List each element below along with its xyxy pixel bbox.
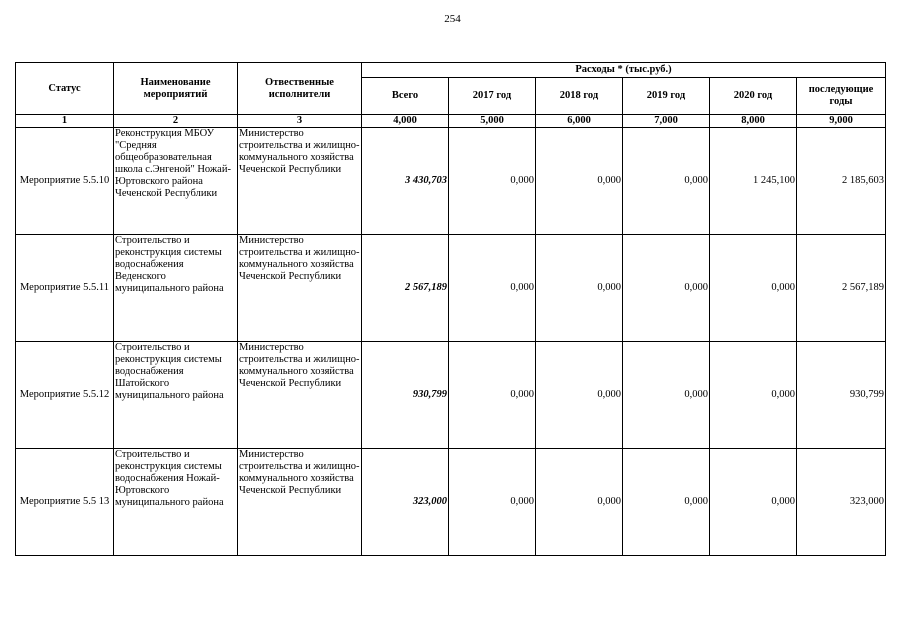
header-expenses: Расходы * (тыс.руб.) xyxy=(362,63,886,78)
status-cell: Мероприятие 5.5.10 xyxy=(16,128,114,235)
value-2017-cell: 0,000 xyxy=(449,449,536,556)
table-row xyxy=(16,128,886,235)
page-number: 254 xyxy=(444,13,461,25)
value-later-cell: 2 567,189 xyxy=(797,235,886,342)
header-2019: 2019 год xyxy=(623,78,710,115)
name-cell: Строительство и реконструкция системы водоснабжения Веденского муниципального района xyxy=(114,235,238,342)
name-cell: Реконструкция МБОУ "Средняя общеобразовательная школа с.Энгеной" Ножай-Юртовского района Чеченской Республики xyxy=(114,128,238,235)
name-cell: Строительство и реконструкция системы водоснабжения Шатойского муниципального района xyxy=(114,342,238,449)
index-cell: 2 xyxy=(114,115,238,128)
expenses-table xyxy=(15,62,886,556)
index-cell: 3 xyxy=(238,115,362,128)
header-later xyxy=(797,78,886,115)
value-2020-cell: 0,000 xyxy=(710,449,797,556)
value-2020-cell: 1 245,100 xyxy=(710,128,797,235)
value-later-cell: 930,799 xyxy=(797,342,886,449)
header-later-label: последующие годы xyxy=(808,83,874,107)
index-row xyxy=(16,115,886,128)
header-2017: 2017 год xyxy=(449,78,536,115)
header-total: Всего xyxy=(362,78,449,115)
status-cell: Мероприятие 5.5 13 xyxy=(16,449,114,556)
table-row xyxy=(16,235,886,342)
table-row xyxy=(16,342,886,449)
header-executors: Отвественные исполнители xyxy=(238,63,362,115)
header-status: Статус xyxy=(16,63,114,115)
total-cell: 323,000 xyxy=(362,449,449,556)
total-cell: 3 430,703 xyxy=(362,128,449,235)
status-cell: Мероприятие 5.5.12 xyxy=(16,342,114,449)
value-2018-cell: 0,000 xyxy=(536,342,623,449)
total-cell: 2 567,189 xyxy=(362,235,449,342)
value-2019-cell: 0,000 xyxy=(623,449,710,556)
index-cell: 1 xyxy=(16,115,114,128)
header-2020: 2020 год xyxy=(710,78,797,115)
executor-cell: Министерство строительства и жилищно-коммунального хозяйства Чеченской Республики xyxy=(238,235,362,342)
index-cell: 7,000 xyxy=(623,115,710,128)
total-cell: 930,799 xyxy=(362,342,449,449)
value-2018-cell: 0,000 xyxy=(536,449,623,556)
value-2020-cell: 0,000 xyxy=(710,342,797,449)
value-2020-cell: 0,000 xyxy=(710,235,797,342)
executor-cell: Министерство строительства и жилищно-коммунального хозяйства Чеченской Республики xyxy=(238,449,362,556)
value-2017-cell: 0,000 xyxy=(449,128,536,235)
name-cell: Строительство и реконструкция системы водоснабжения Ножай-Юртовского муниципального района xyxy=(114,449,238,556)
index-cell: 8,000 xyxy=(710,115,797,128)
value-2019-cell: 0,000 xyxy=(623,342,710,449)
value-2019-cell: 0,000 xyxy=(623,235,710,342)
executor-cell: Министерство строительства и жилищно-коммунального хозяйства Чеченской Республики xyxy=(238,342,362,449)
table-row xyxy=(16,449,886,556)
value-2018-cell: 0,000 xyxy=(536,235,623,342)
index-cell: 6,000 xyxy=(536,115,623,128)
header-name: Наименование мероприятий xyxy=(114,63,238,115)
value-2019-cell: 0,000 xyxy=(623,128,710,235)
value-later-cell: 323,000 xyxy=(797,449,886,556)
status-cell: Мероприятие 5.5.11 xyxy=(16,235,114,342)
value-2017-cell: 0,000 xyxy=(449,342,536,449)
index-cell: 5,000 xyxy=(449,115,536,128)
value-2018-cell: 0,000 xyxy=(536,128,623,235)
header-2018: 2018 год xyxy=(536,78,623,115)
executor-cell: Министерство строительства и жилищно-коммунального хозяйства Чеченской Республики xyxy=(238,128,362,235)
value-later-cell: 2 185,603 xyxy=(797,128,886,235)
index-cell: 4,000 xyxy=(362,115,449,128)
index-cell: 9,000 xyxy=(797,115,886,128)
value-2017-cell: 0,000 xyxy=(449,235,536,342)
